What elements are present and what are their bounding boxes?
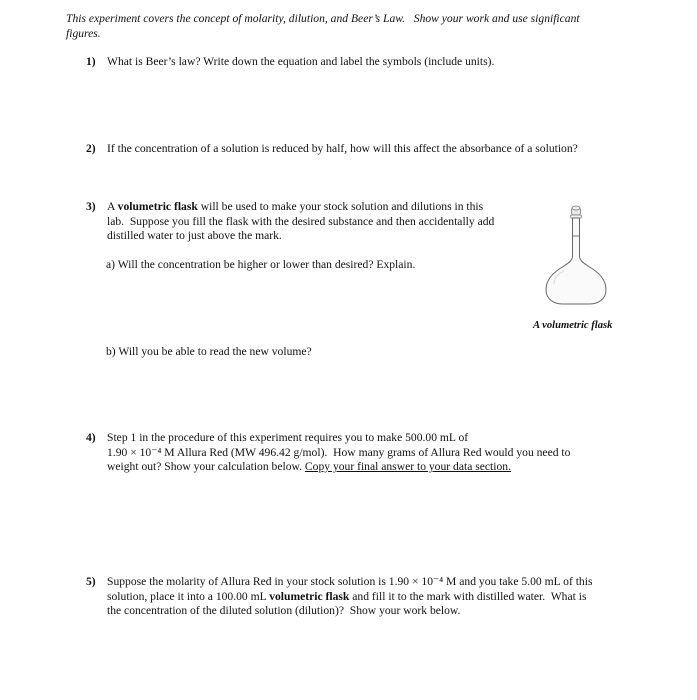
question-line [107, 460, 647, 475]
flask-body [546, 218, 606, 304]
question-text: What is Beer’s law? Write down the equation and label the symbols (include units). [107, 55, 495, 68]
term-volumetric-flask: volumetric flask [117, 200, 198, 213]
question-number: 1) [86, 55, 96, 68]
question-line: distilled water to just above the mark. [107, 229, 282, 243]
data-section-instruction: Copy your final answer to your data section. [304, 460, 511, 474]
question-text [107, 200, 537, 244]
question-3-part-b: b) Will you be able to read the new volume? [106, 345, 312, 358]
question-line: Step 1 in the procedure of this experiment requires you to make 500.00 mL of [107, 431, 469, 444]
question-text: If the concentration of a solution is reduced by half, how will this affect the absorbance of a solution? [107, 142, 578, 155]
text-segment: and fill it to the mark with distilled water. What is [349, 589, 587, 603]
question-3-part-a: a) Will the concentration be higher or lower than desired? Explain. [106, 258, 416, 271]
question-line [107, 590, 657, 605]
intro-line-2: figures. [66, 26, 101, 40]
term-volumetric-flask: volumetric flask [269, 589, 350, 603]
text-segment: solution, place it into a 100.00 mL [107, 589, 270, 603]
question-line: the concentration of the diluted solution (dilution)? Show your work below. [107, 604, 461, 618]
question-line [107, 200, 537, 215]
question-text [107, 431, 647, 475]
question-number: 2) [86, 142, 96, 155]
question-number: 3) [86, 200, 96, 213]
question-text [107, 575, 657, 619]
text-segment: A [107, 200, 118, 213]
intro-line-1: This experiment covers the concept of molarity, dilution, and Beer’s Law. Show your work and use significant [66, 12, 580, 25]
question-line: 1.90 × 10⁻⁴ M Allura Red (MW 496.42 g/mol). How many grams of Allura Red would you need to [107, 445, 571, 459]
question-line: lab. Suppose you fill the flask with the desired substance and then accidentally add [107, 214, 495, 228]
text-segment: weight out? Show your calculation below. [107, 460, 305, 474]
volumetric-flask-drawing [540, 204, 620, 308]
intro-instructions [66, 12, 666, 41]
figure-caption: A volumetric flask [533, 320, 613, 331]
text-segment: will be used to make your stock solution and dilutions in this [197, 200, 484, 213]
question-number: 4) [86, 431, 96, 444]
question-number: 5) [86, 575, 96, 588]
volumetric-flask-icon [540, 204, 620, 308]
flask-stopper-top [572, 206, 580, 210]
question-line: Suppose the molarity of Allura Red in your stock solution is 1.90 × 10⁻⁴ M and you take 5.00 mL of this [107, 575, 593, 588]
